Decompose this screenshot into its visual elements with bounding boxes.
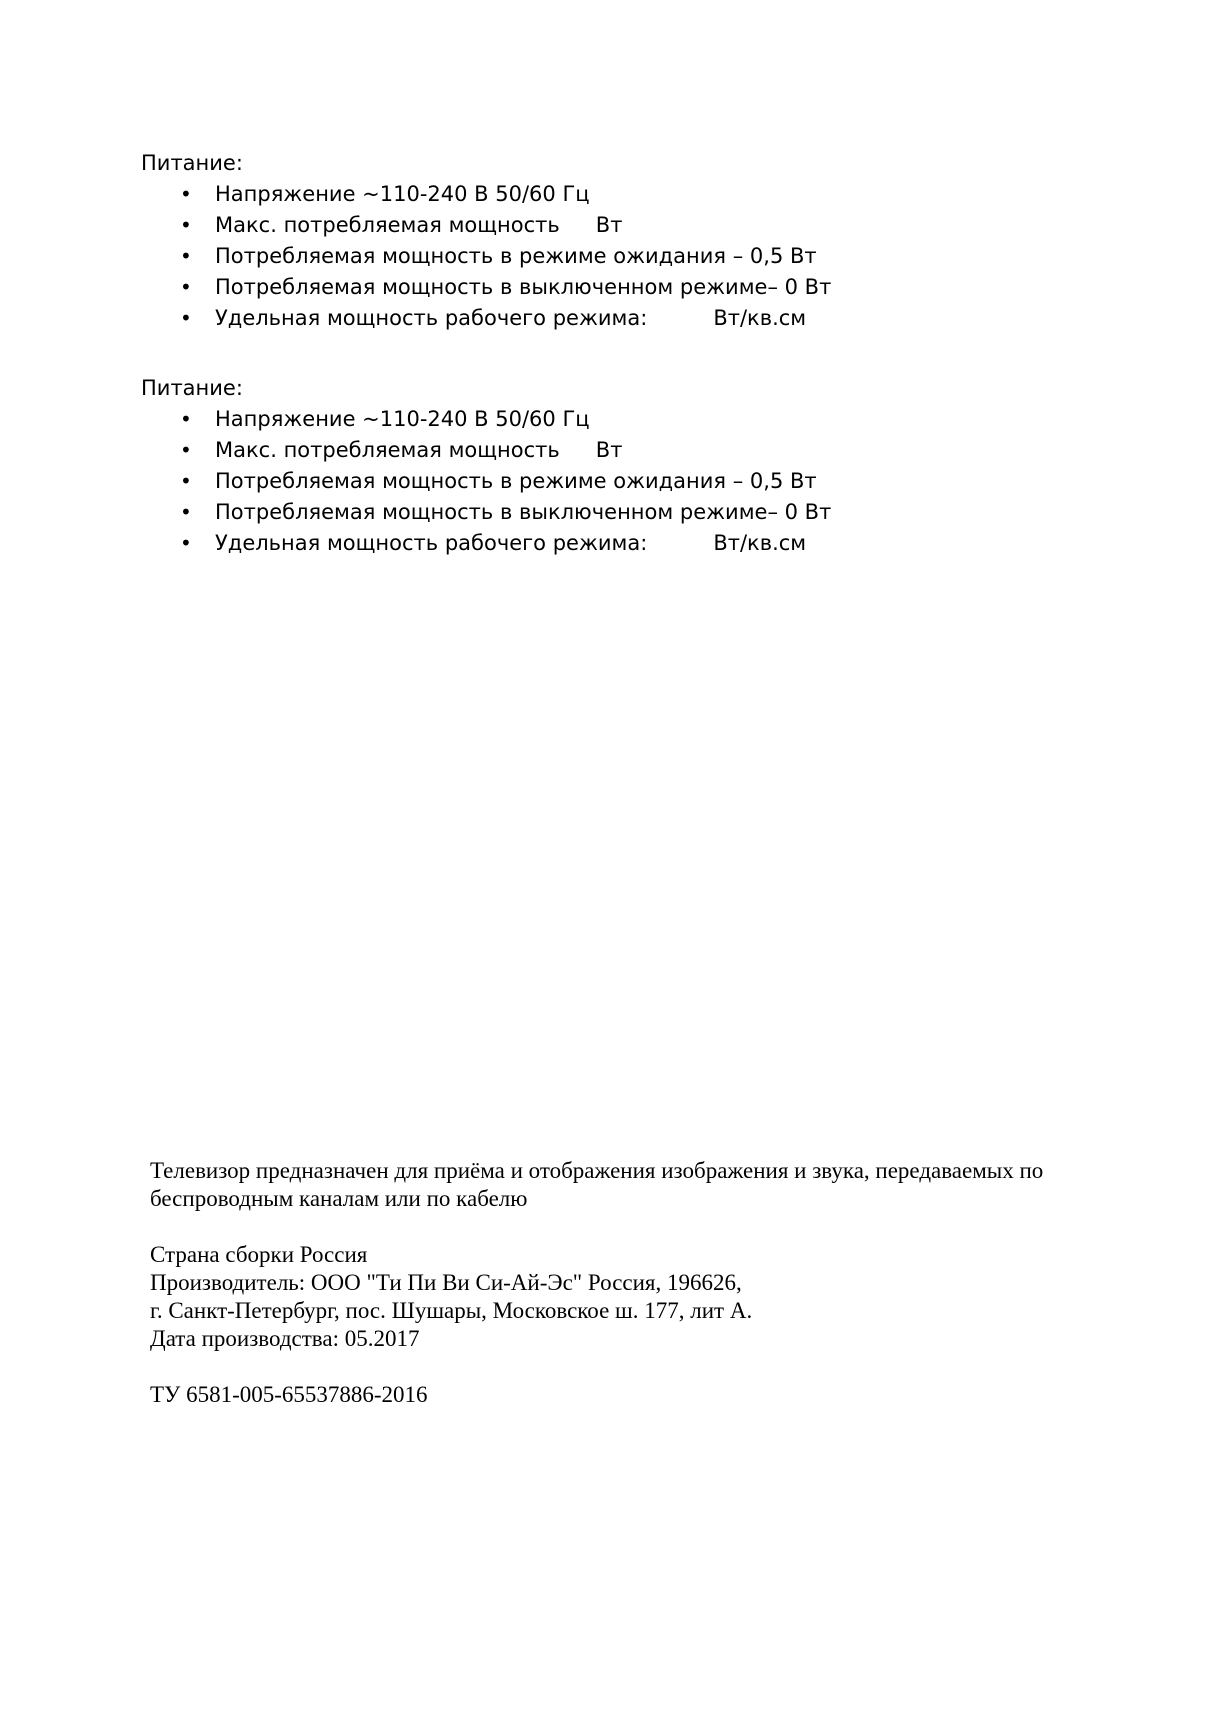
voltage-text: Напряжение ~110-240 В 50/60 Гц xyxy=(215,182,590,206)
bullet-icon: • xyxy=(180,182,192,206)
bullet-icon: • xyxy=(180,275,192,299)
bullet-icon: • xyxy=(180,244,192,268)
bullet-icon: • xyxy=(180,531,192,555)
max-power-text: Макс. потребляемая мощность xyxy=(215,213,560,237)
specific-power-text: Удельная мощность рабочего режима: xyxy=(215,306,648,330)
specific-power-unit: Вт/кв.см xyxy=(713,531,807,555)
tu-text: ТУ 6581-005-65537886-2016 xyxy=(150,1382,428,1407)
product-info xyxy=(150,1157,1110,1409)
max-power-unit: Вт xyxy=(595,213,623,237)
list-item xyxy=(141,210,831,241)
list-item xyxy=(141,241,831,272)
power-list xyxy=(141,179,831,334)
list-item xyxy=(141,303,831,334)
purpose-text: Телевизор предназначен для приёма и отображения изображения и звука, передаваемых по беспроводным каналам или по кабелю xyxy=(150,1158,1044,1211)
power-list xyxy=(141,404,831,559)
max-power-unit: Вт xyxy=(595,438,623,462)
bullet-icon: • xyxy=(180,469,192,493)
list-item xyxy=(141,497,831,528)
production-date-text: Дата производства: 05.2017 xyxy=(150,1326,420,1351)
off-power-text: Потребляемая мощность в выключенном режиме– 0 Вт xyxy=(215,275,832,299)
specific-power-text: Удельная мощность рабочего режима: xyxy=(215,531,648,555)
voltage-text: Напряжение ~110-240 В 50/60 Гц xyxy=(215,407,590,431)
bullet-icon: • xyxy=(180,407,192,431)
power-section-1 xyxy=(141,148,831,334)
max-power-text: Макс. потребляемая мощность xyxy=(215,438,560,462)
power-heading: Питание: xyxy=(141,151,243,175)
bullet-icon: • xyxy=(180,438,192,462)
bullet-icon: • xyxy=(180,306,192,330)
list-item xyxy=(141,404,831,435)
bullet-icon: • xyxy=(180,500,192,524)
standby-power-text: Потребляемая мощность в режиме ожидания – 0,5 Вт xyxy=(215,244,817,268)
specific-power-unit: Вт/кв.см xyxy=(713,306,807,330)
list-item xyxy=(141,179,831,210)
off-power-text: Потребляемая мощность в выключенном режиме– 0 Вт xyxy=(215,500,832,524)
standby-power-text: Потребляемая мощность в режиме ожидания – 0,5 Вт xyxy=(215,469,817,493)
list-item xyxy=(141,528,831,559)
power-heading: Питание: xyxy=(141,376,243,400)
country-text: Страна сборки Россия xyxy=(150,1242,368,1267)
power-section-2 xyxy=(141,373,831,559)
bullet-icon: • xyxy=(180,213,192,237)
list-item xyxy=(141,466,831,497)
address-text: г. Санкт-Петербург, пос. Шушары, Московское ш. 177, лит А. xyxy=(150,1298,753,1323)
list-item xyxy=(141,435,831,466)
manufacturer-text: Производитель: ООО "Ти Пи Ви Си-Ай-Эс" Россия, 196626, xyxy=(150,1270,742,1295)
list-item xyxy=(141,272,831,303)
